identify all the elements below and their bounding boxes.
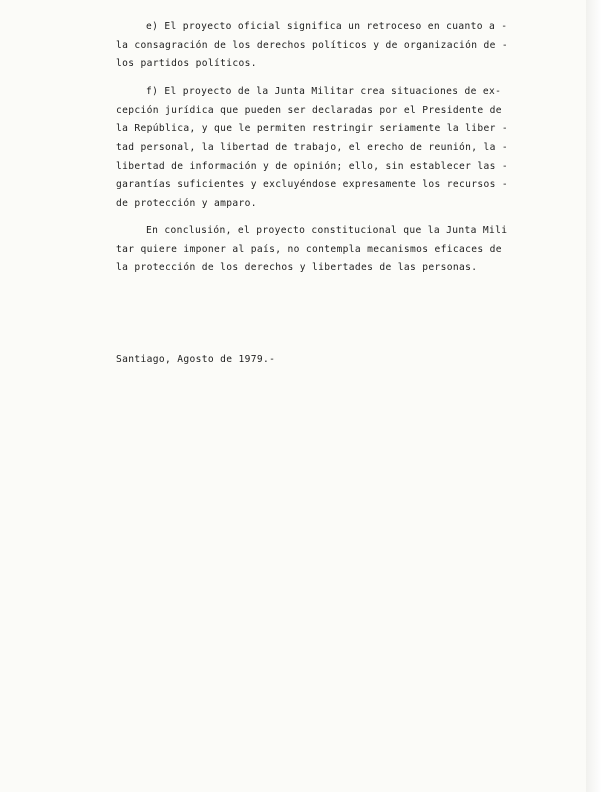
text-line: libertad de información y de opinión; ello, sin establecer las - bbox=[116, 161, 509, 172]
page-edge bbox=[586, 0, 612, 792]
text-line: la protección de los derechos y libertades de las personas. bbox=[116, 262, 478, 273]
text-line: tad personal, la libertad de trabajo, el erecho de reunión, la - bbox=[116, 142, 509, 153]
closing-line: Santiago, Agosto de 1979.- bbox=[116, 354, 276, 365]
text-line: garantías suficientes y excluyéndose expresamente los recursos - bbox=[116, 179, 509, 190]
text-line: En conclusión, el proyecto constitucional que la Junta Mili bbox=[146, 225, 508, 236]
text-line: de protección y amparo. bbox=[116, 198, 257, 209]
text-line: la consagración de los derechos políticos y de organización de - bbox=[116, 40, 509, 51]
text-line: e) El proyecto oficial significa un retroceso en cuanto a - bbox=[146, 21, 508, 32]
text-line: tar quiere imponer al país, no contempla mecanismos eficaces de bbox=[116, 244, 502, 255]
text-line: los partidos políticos. bbox=[116, 58, 257, 69]
text-line: f) El proyecto de la Junta Militar crea situaciones de ex- bbox=[146, 86, 502, 97]
text-line: la República, y que le permiten restringir seriamente la liber - bbox=[116, 123, 509, 134]
text-line: cepción jurídica que pueden ser declaradas por el Presidente de bbox=[116, 105, 502, 116]
